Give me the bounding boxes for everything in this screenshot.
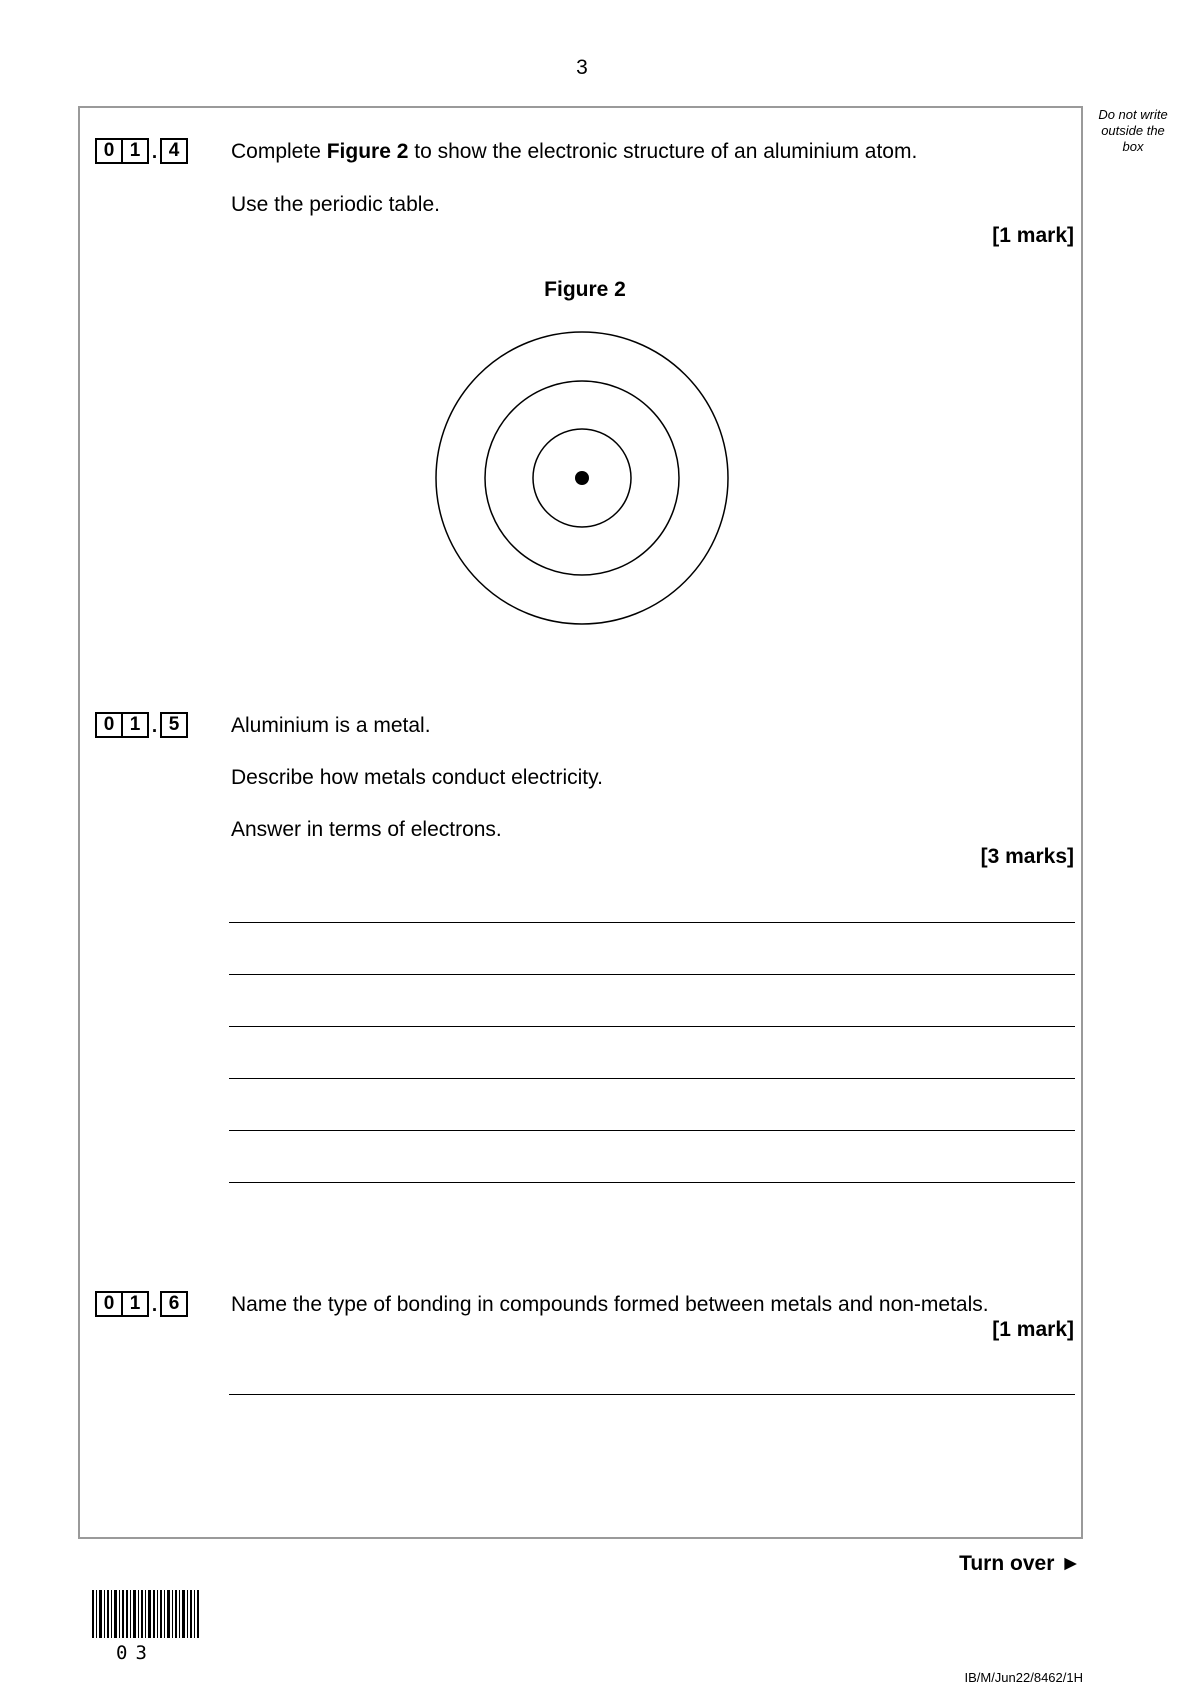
answer-line[interactable]	[229, 922, 1075, 923]
question-dot: .	[151, 716, 158, 737]
question-dot: .	[151, 1295, 158, 1316]
atom-shell-diagram[interactable]	[434, 330, 730, 626]
prompt-text: to show the electronic structure of an aluminium atom.	[408, 140, 918, 163]
question-01-5-instruction: Answer in terms of electrons.	[231, 818, 502, 841]
question-01-6-marks: [1 mark]	[992, 1318, 1074, 1341]
question-digit: 0	[95, 1291, 123, 1317]
answer-line[interactable]	[229, 1394, 1075, 1395]
question-01-4-prompt	[231, 140, 917, 164]
question-number-01-5	[95, 712, 188, 738]
prompt-text: Complete	[231, 140, 327, 163]
question-01-5-prompt: Describe how metals conduct electricity.	[231, 766, 603, 789]
answer-line[interactable]	[229, 1026, 1075, 1027]
question-digit: 1	[121, 1291, 149, 1317]
turn-over-label: Turn over ►	[959, 1552, 1081, 1575]
figure-title: Figure 2	[544, 278, 626, 301]
question-digit: 1	[121, 138, 149, 164]
answer-line[interactable]	[229, 1130, 1075, 1131]
answer-line[interactable]	[229, 974, 1075, 975]
question-digit: 5	[160, 712, 188, 738]
question-digit: 0	[95, 138, 123, 164]
question-01-6-prompt: Name the type of bonding in compounds formed between metals and non-metals.	[231, 1293, 989, 1316]
answer-line[interactable]	[229, 1078, 1075, 1079]
figure-reference: Figure 2	[326, 140, 409, 163]
question-number-01-6	[95, 1291, 188, 1317]
question-number-01-4	[95, 138, 188, 164]
question-digit: 0	[95, 712, 123, 738]
answer-line[interactable]	[229, 1182, 1075, 1183]
question-01-4-instruction: Use the periodic table.	[231, 193, 440, 216]
barcode-number: 03	[116, 1642, 155, 1664]
answer-frame	[78, 106, 1083, 1539]
barcode	[92, 1590, 202, 1640]
question-digit: 4	[160, 138, 188, 164]
question-dot: .	[151, 142, 158, 163]
page-number: 3	[576, 56, 588, 79]
paper-reference: IB/M/Jun22/8462/1H	[964, 1670, 1083, 1685]
question-01-5-marks: [3 marks]	[980, 845, 1074, 868]
question-01-5-statement: Aluminium is a metal.	[231, 714, 431, 737]
margin-note: Do not write outside the box	[1098, 107, 1168, 154]
nucleus	[575, 471, 589, 485]
question-01-4-marks: [1 mark]	[992, 224, 1074, 247]
question-digit: 1	[121, 712, 149, 738]
question-digit: 6	[160, 1291, 188, 1317]
